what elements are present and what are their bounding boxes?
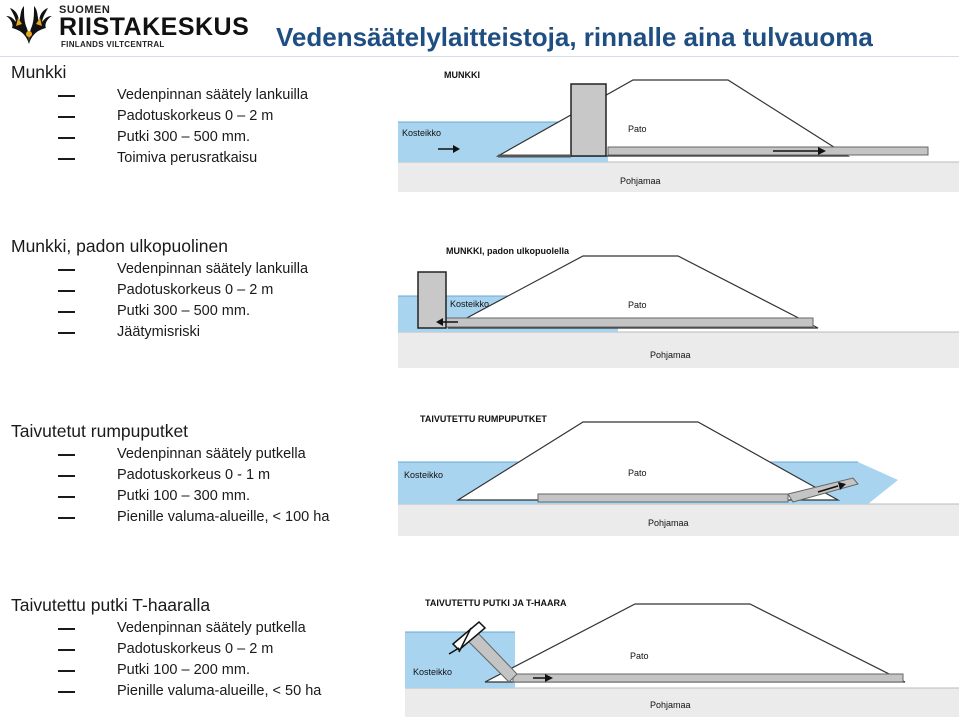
pohjamaa-label: Pohjamaa xyxy=(650,350,691,360)
list-item xyxy=(11,681,321,702)
pipe xyxy=(538,494,788,502)
pohjamaa-label: Pohjamaa xyxy=(648,518,689,528)
list-item xyxy=(11,106,308,127)
dash-icon xyxy=(58,158,75,160)
section-heading: Taivutetut rumpuputket xyxy=(11,421,189,441)
pato-label: Pato xyxy=(628,468,647,478)
dash-icon xyxy=(58,670,75,672)
list-item xyxy=(11,444,329,465)
list-item-text: Padotuskorkeus 0 – 2 m xyxy=(117,641,274,657)
dash-icon xyxy=(58,475,75,477)
dash-icon xyxy=(58,95,75,97)
list-item-text: Padotuskorkeus 0 – 2 m xyxy=(117,282,274,298)
list-item-text: Pienille valuma-alueille, < 50 ha xyxy=(117,683,322,699)
section-heading: Munkki, padon ulkopuolinen xyxy=(11,236,228,256)
logo-line-3: FINLANDS VILTCENTRAL xyxy=(61,40,165,49)
list-item-text: Putki 300 – 500 mm. xyxy=(117,129,250,145)
dash-icon xyxy=(58,311,75,313)
riistakeskus-logo xyxy=(4,2,250,50)
section-munkki-outside xyxy=(11,236,308,343)
header-divider xyxy=(0,56,959,57)
dash-icon xyxy=(58,137,75,139)
list-item xyxy=(11,280,308,301)
dash-icon xyxy=(58,290,75,292)
list-item xyxy=(11,259,308,280)
pato-label: Pato xyxy=(628,300,647,310)
section-heading: Taivutettu putki T-haaralla xyxy=(11,595,211,615)
pipe xyxy=(513,674,903,682)
kosteikko-label: Kosteikko xyxy=(413,667,453,677)
pato-label: Pato xyxy=(628,124,647,134)
list-item-text: Padotuskorkeus 0 - 1 m xyxy=(117,467,271,483)
list-item-text: Jäätymisriski xyxy=(117,324,200,340)
list-item-text: Vedenpinnan säätely putkella xyxy=(117,620,306,636)
list-item-text: Pienille valuma-alueille, < 100 ha xyxy=(117,509,330,525)
list-item-text: Putki 300 – 500 mm. xyxy=(117,303,250,319)
diagram-bent-pipe-t xyxy=(405,582,959,717)
list-item xyxy=(11,465,329,486)
list-item xyxy=(11,301,308,322)
list-item-text: Toimiva perusratkaisu xyxy=(117,150,258,166)
list-item xyxy=(11,322,308,343)
diagram-bent-culverts xyxy=(398,408,959,536)
dash-icon xyxy=(58,116,75,118)
dash-icon xyxy=(58,649,75,651)
diagram-label: TAIVUTETTU PUTKI JA T-HAARA xyxy=(425,598,567,608)
diagram-label: MUNKKI, padon ulkopuolella xyxy=(446,246,569,256)
list-item-text: Putki 100 – 200 mm. xyxy=(117,662,250,678)
list-item xyxy=(11,618,321,639)
antler-logo-icon xyxy=(4,4,54,48)
list-item-text: Vedenpinnan säätely putkella xyxy=(117,446,306,462)
monk-structure xyxy=(571,84,606,156)
kosteikko-label: Kosteikko xyxy=(402,128,442,138)
list-item xyxy=(11,85,308,106)
list-item xyxy=(11,148,308,169)
dash-icon xyxy=(58,691,75,693)
kosteikko-label: Kosteikko xyxy=(450,299,490,309)
diagram-munkki-outside xyxy=(398,236,959,368)
pohjamaa-label: Pohjamaa xyxy=(650,700,691,710)
logo-line-1: SUOMEN xyxy=(59,4,111,16)
list-item-text: Putki 100 – 300 mm. xyxy=(117,488,250,504)
list-item-text: Vedenpinnan säätely lankuilla xyxy=(117,87,309,103)
dash-icon xyxy=(58,496,75,498)
section-bent-culverts xyxy=(11,421,329,528)
dash-icon xyxy=(58,517,75,519)
kosteikko-label: Kosteikko xyxy=(404,470,444,480)
list-item-text: Vedenpinnan säätely lankuilla xyxy=(117,261,309,277)
dash-icon xyxy=(58,269,75,271)
page-title: Vedensäätelylaitteistoja, rinnalle aina tulvauoma xyxy=(276,22,873,52)
pato-label: Pato xyxy=(630,651,649,661)
section-bent-pipe-t xyxy=(11,595,321,702)
list-item xyxy=(11,507,329,528)
pipe xyxy=(443,318,813,327)
diagram-label: TAIVUTETTU RUMPUPUTKET xyxy=(420,414,547,424)
dash-icon xyxy=(58,454,75,456)
list-item xyxy=(11,639,321,660)
ground-layer xyxy=(398,162,959,192)
list-item xyxy=(11,486,329,507)
pipe xyxy=(608,147,928,155)
dash-icon xyxy=(58,332,75,334)
section-munkki xyxy=(11,62,308,169)
section-heading: Munkki xyxy=(11,62,67,82)
diagram-label: MUNKKI xyxy=(444,70,480,80)
pohjamaa-label: Pohjamaa xyxy=(620,176,661,186)
list-item xyxy=(11,660,321,681)
logo-line-2: RIISTAKESKUS xyxy=(59,13,250,41)
list-item-text: Padotuskorkeus 0 – 2 m xyxy=(117,108,274,124)
diagram-munkki xyxy=(398,64,959,192)
dash-icon xyxy=(58,628,75,630)
list-item xyxy=(11,127,308,148)
